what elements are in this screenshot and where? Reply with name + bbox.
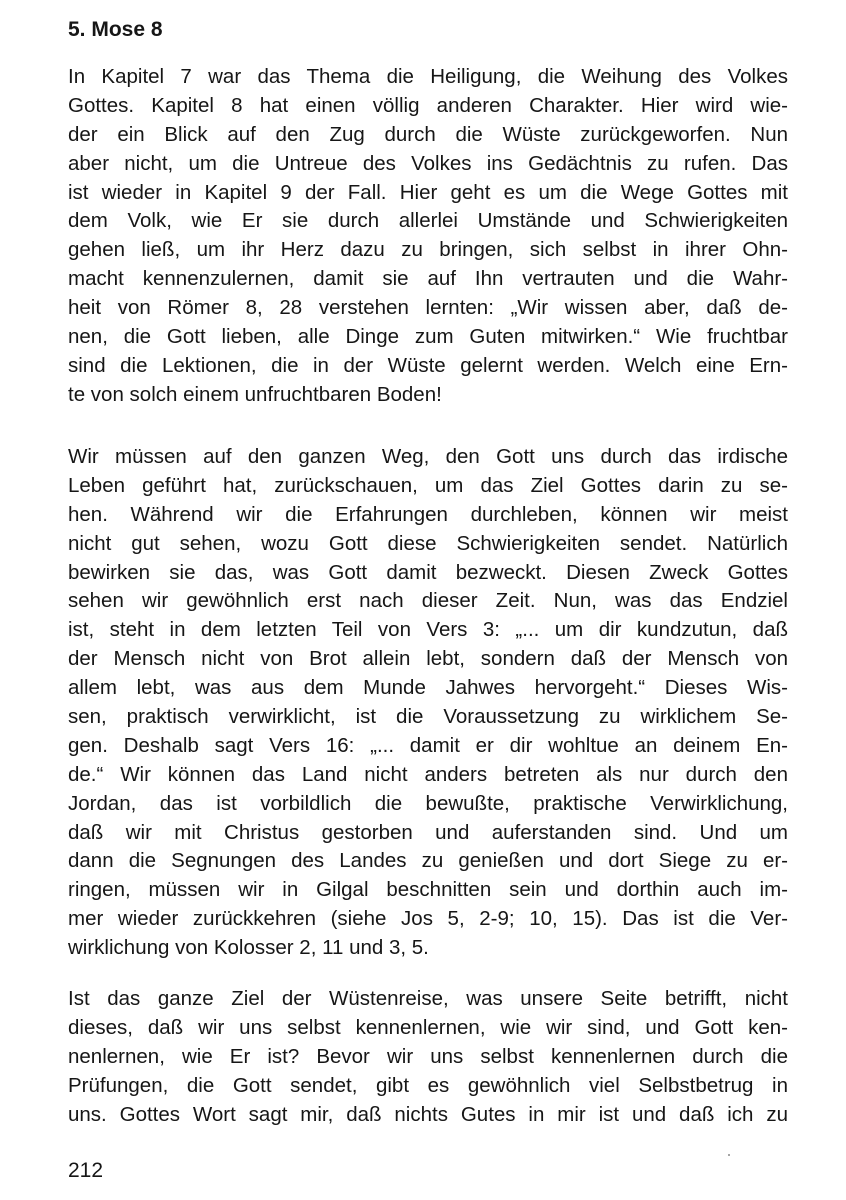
text-line: ist wieder in Kapitel 9 der Fall. Hier geht es um die Wege Gottes mit (68, 180, 788, 204)
text-line: allem lebt, was aus dem Munde Jahwes hervorgeht.“ Dieses Wis- (68, 676, 788, 700)
paragraph-1 (68, 63, 788, 410)
text-line: Wir müssen auf den ganzen Weg, den Gott uns durch das irdische (68, 445, 788, 468)
text-line: sehen wir gewöhnlich erst nach dieser Zeit. Nun, was das Endziel (68, 589, 788, 613)
text-line: nen, die Gott lieben, alle Dinge zum Guten mitwirken.“ Wie fruchtbar (68, 325, 788, 349)
paragraph-3 (68, 985, 788, 1129)
text-line: sen, praktisch verwirklicht, ist die Voraussetzung zu wirklichem Se- (68, 705, 788, 729)
text-line: In Kapitel 7 war das Thema die Heiligung, die Weihung des Volkes (68, 65, 788, 88)
text-line: ist, steht in dem letzten Teil von Vers 3: „... um dir kundzutun, daß (68, 618, 788, 642)
text-line: dann die Segnungen des Landes zu genießen und dort Siege zu er- (68, 849, 788, 873)
chapter-heading: 5. Mose 8 (68, 18, 163, 41)
text-line: de.“ Wir können das Land nicht anders betreten als nur durch den (68, 762, 788, 786)
text-line: Prüfungen, die Gott sendet, gibt es gewöhnlich viel Selbstbetrug in (68, 1073, 788, 1097)
text-line: te von solch einem unfruchtbaren Boden! (68, 382, 442, 406)
text-line: dieses, daß wir uns selbst kennenlernen, wie wir sind, und Gott ken- (68, 1015, 788, 1039)
text-line: ringen, müssen wir in Gilgal beschnitten sein und dorthin auch im- (68, 878, 788, 902)
paragraph-2 (68, 443, 788, 963)
text-line: wirklichung von Kolosser 2, 11 und 3, 5. (68, 936, 429, 960)
text-line: uns. Gottes Wort sagt mir, daß nichts Gutes in mir ist und daß ich zu (68, 1102, 788, 1126)
text-line: heit von Römer 8, 28 verstehen lernten: „Wir wissen aber, daß de- (68, 296, 788, 320)
text-line: gehen ließ, um ihr Herz dazu zu bringen, sich selbst in ihrer Ohn- (68, 238, 788, 262)
text-line: der ein Blick auf den Zug durch die Wüste zurückgeworfen. Nun (68, 122, 788, 146)
text-line: Ist das ganze Ziel der Wüstenreise, was unsere Seite betrifft, nicht (68, 987, 788, 1010)
text-line: Gottes. Kapitel 8 hat einen völlig anderen Charakter. Hier wird wie- (68, 93, 788, 117)
text-line: nenlernen, wie Er ist? Bevor wir uns selbst kennenlernen durch die (68, 1044, 788, 1068)
text-line: sind die Lektionen, die in der Wüste gelernt werden. Welch eine Ern- (68, 353, 788, 377)
text-line: Leben geführt hat, zurückschauen, um das Ziel Gottes darin zu se- (68, 473, 788, 497)
text-line: aber nicht, um die Untreue des Volkes ins Gedächtnis zu rufen. Das (68, 151, 788, 175)
page-number: 212 (68, 1159, 104, 1182)
text-line: daß wir mit Christus gestorben und auferstanden sind. Und um (68, 820, 788, 844)
text-line: nicht gut sehen, wozu Gott diese Schwierigkeiten sendet. Natürlich (68, 531, 788, 555)
text-line: hen. Während wir die Erfahrungen durchleben, können wir meist (68, 502, 788, 526)
text-line: bewirken sie das, was Gott damit bezweckt. Diesen Zweck Gottes (68, 560, 788, 584)
text-line: der Mensch nicht von Brot allein lebt, sondern daß der Mensch von (68, 647, 788, 671)
text-line: dem Volk, wie Er sie durch allerlei Umstände und Schwierigkeiten (68, 209, 788, 233)
text-line: macht kennenzulernen, damit sie auf Ihn vertrauten und die Wahr- (68, 267, 788, 291)
scan-speck (728, 1154, 730, 1156)
text-line: mer wieder zurückkehren (siehe Jos 5, 2-9; 10, 15). Das ist die Ver- (68, 907, 788, 931)
text-line: gen. Deshalb sagt Vers 16: „... damit er dir wohltue an deinem En- (68, 733, 788, 757)
text-line: Jordan, das ist vorbildlich die bewußte, praktische Verwirklichung, (68, 791, 788, 815)
